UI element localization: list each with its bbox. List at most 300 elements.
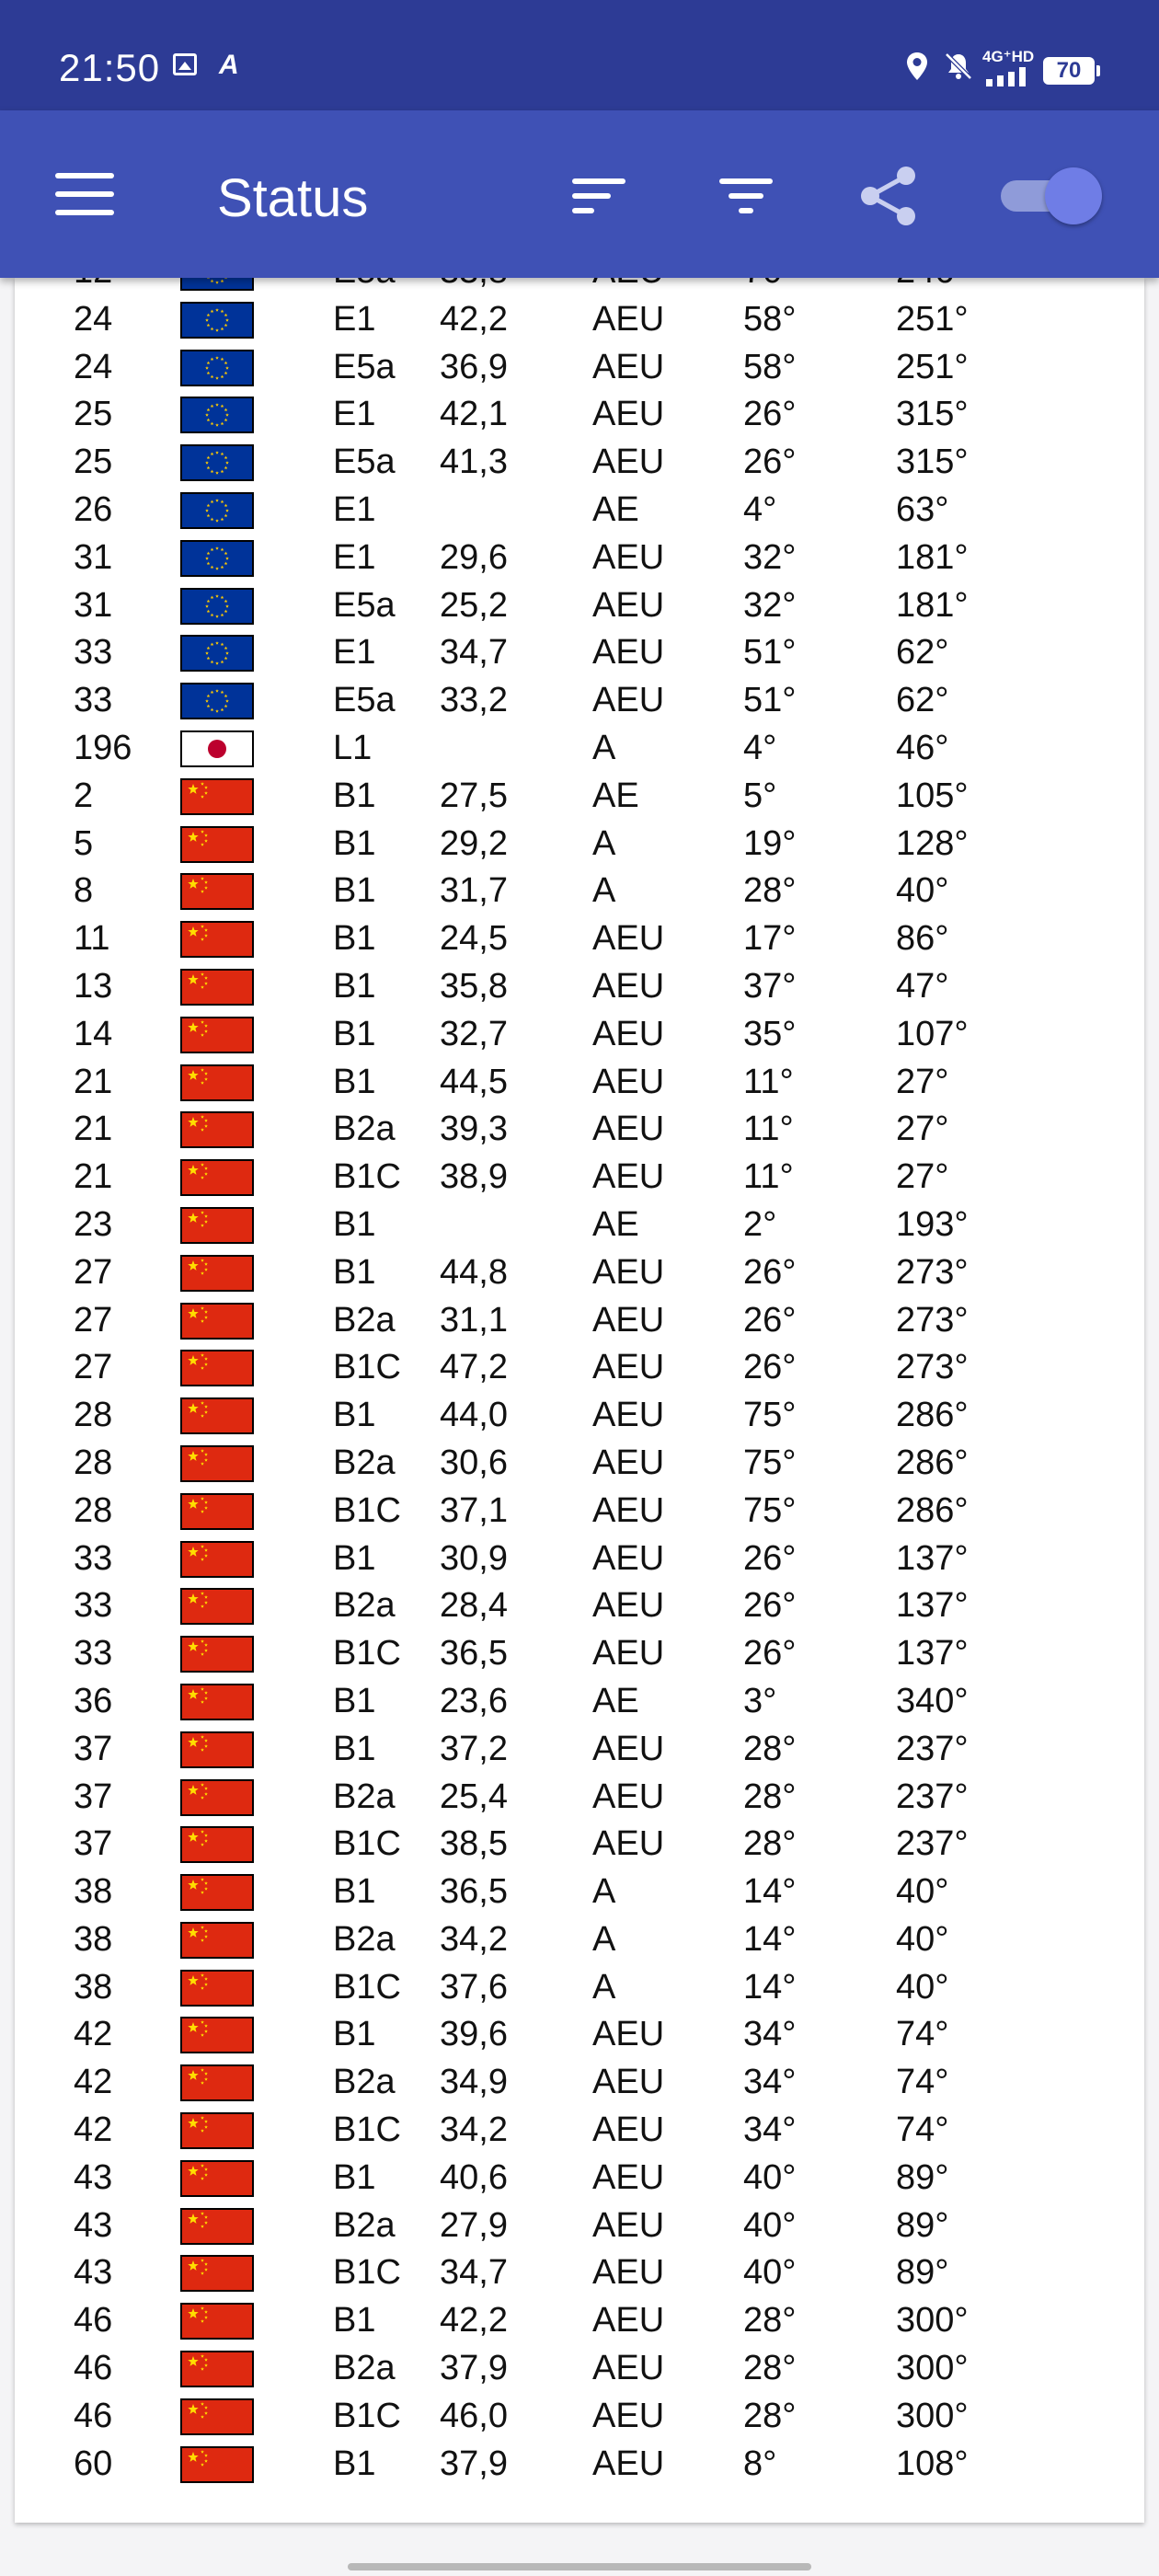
band-cell: E5a xyxy=(333,585,396,625)
china-flag-icon xyxy=(182,2257,252,2290)
prn-cell: 46 xyxy=(74,2349,113,2388)
flags-cell: AEU xyxy=(592,1634,665,1673)
prn-cell: 21 xyxy=(74,1110,113,1149)
eu-flag-icon xyxy=(182,446,252,479)
prn-cell: 21 xyxy=(74,1062,113,1101)
country-flag xyxy=(180,1541,254,1578)
cn0-cell: 30,9 xyxy=(440,1538,508,1578)
prn-cell: 33 xyxy=(74,1634,113,1673)
cn0-cell: 34,2 xyxy=(440,1919,508,1959)
azimuth-cell: 40° xyxy=(896,871,949,911)
cn0-cell: 25,2 xyxy=(440,585,508,625)
cn0-cell: 31,7 xyxy=(440,871,508,911)
eu-flag-icon xyxy=(182,398,252,431)
flags-cell: AEU xyxy=(592,347,665,386)
table-row xyxy=(15,627,1144,675)
elevation-cell: 5° xyxy=(743,776,777,815)
country-flag xyxy=(180,540,254,577)
azimuth-cell: 237° xyxy=(896,1777,969,1816)
azimuth-cell: 237° xyxy=(896,1824,969,1864)
satellite-status-card[interactable] xyxy=(15,278,1144,2523)
country-flag xyxy=(180,1826,254,1863)
table-row xyxy=(15,1581,1144,1628)
elevation-cell: 26° xyxy=(743,1300,797,1340)
country-flag xyxy=(180,873,254,910)
eu-flag-icon xyxy=(182,304,252,337)
azimuth-cell: 89° xyxy=(896,2205,949,2245)
flags-cell: AEU xyxy=(592,2157,665,2197)
table-row xyxy=(15,1915,1144,1962)
flags-cell: AE xyxy=(592,489,639,529)
cn0-cell: 36,9 xyxy=(440,347,508,386)
band-cell: B1C xyxy=(333,1348,401,1387)
china-flag-icon xyxy=(182,1018,252,1052)
flags-cell: A xyxy=(592,1919,616,1959)
china-flag-icon xyxy=(182,1972,252,2005)
menu-icon[interactable] xyxy=(55,173,114,215)
eu-flag-icon xyxy=(182,637,252,670)
table-row xyxy=(15,342,1144,390)
elevation-cell: 51° xyxy=(743,633,797,673)
country-flag xyxy=(180,2351,254,2387)
table-row xyxy=(15,1772,1144,1820)
band-cell: B1 xyxy=(333,1396,376,1435)
flags-cell: AEU xyxy=(592,299,665,339)
china-flag-icon xyxy=(182,1781,252,1814)
table-row xyxy=(15,2295,1144,2343)
elevation-cell: 26° xyxy=(743,1634,797,1673)
china-flag-icon xyxy=(182,780,252,813)
azimuth-cell: 27° xyxy=(896,1062,949,1101)
china-flag-icon xyxy=(182,1447,252,1480)
prn-cell: 26 xyxy=(74,489,113,529)
flags-cell: AE xyxy=(592,1681,639,1720)
cn0-cell: 27,5 xyxy=(440,776,508,815)
cn0-cell: 44,0 xyxy=(440,1396,508,1435)
table-row xyxy=(15,294,1144,342)
prn-cell: 46 xyxy=(74,2396,113,2435)
cn0-cell: 34,2 xyxy=(440,2110,508,2150)
japan-flag-icon xyxy=(182,732,252,765)
cn0-cell: 44,5 xyxy=(440,1062,508,1101)
flags-cell: AEU xyxy=(592,633,665,673)
elevation-cell: 51° xyxy=(743,681,797,720)
band-cell: B2a xyxy=(333,2349,396,2388)
band-cell: B1 xyxy=(333,2444,376,2483)
prn-cell: 25 xyxy=(74,395,113,434)
cn0-cell: 47,2 xyxy=(440,1348,508,1387)
flags-cell: A xyxy=(592,1967,616,2007)
prn-cell: 27 xyxy=(74,1348,113,1387)
flags-cell: A xyxy=(592,871,616,911)
cn0-cell: 36,5 xyxy=(440,1634,508,1673)
china-flag-icon xyxy=(182,2448,252,2481)
page-title: Status xyxy=(217,168,369,228)
flags-cell: AEU xyxy=(592,1777,665,1816)
country-flag xyxy=(180,1255,254,1292)
country-flag xyxy=(180,1922,254,1959)
elevation-cell: 75° xyxy=(743,1443,797,1482)
prn-cell: 11 xyxy=(74,919,110,959)
country-flag xyxy=(180,778,254,815)
azimuth-cell: 27° xyxy=(896,1110,949,1149)
cn0-cell: 37,6 xyxy=(440,1967,508,2007)
table-row xyxy=(15,1962,1144,2010)
azimuth-cell: 300° xyxy=(896,2349,969,2388)
band-cell: B2a xyxy=(333,1777,396,1816)
azimuth-cell: 315° xyxy=(896,443,969,482)
elevation-cell: 40° xyxy=(743,2253,797,2293)
table-row xyxy=(15,2153,1144,2201)
flags-cell: AEU xyxy=(592,1062,665,1101)
prn-cell: 27 xyxy=(74,1300,113,1340)
country-flag xyxy=(180,350,254,386)
gesture-navigation-bar[interactable] xyxy=(348,2563,811,2570)
app-bar xyxy=(0,110,1159,278)
band-cell: B1C xyxy=(333,2396,401,2435)
azimuth-cell: 137° xyxy=(896,1538,969,1578)
flags-cell: AE xyxy=(592,1204,639,1244)
azimuth-cell: 237° xyxy=(896,1729,969,1768)
band-cell: B2a xyxy=(333,1919,396,1959)
band-cell: B1 xyxy=(333,776,376,815)
band-cell: B1 xyxy=(333,1062,376,1101)
network-type-label: 4G⁺HD xyxy=(982,48,1035,65)
sort-icon[interactable] xyxy=(567,164,631,228)
country-flag xyxy=(180,921,254,958)
elevation-cell: 34° xyxy=(743,2110,797,2150)
azimuth-cell: 137° xyxy=(896,1586,969,1626)
prn-cell: 25 xyxy=(74,443,113,482)
azimuth-cell: 62° xyxy=(896,681,949,720)
eu-flag-icon xyxy=(182,494,252,527)
country-flag xyxy=(180,1684,254,1720)
flags-cell: AE xyxy=(592,776,639,815)
cn0-cell: 39,3 xyxy=(440,1110,508,1149)
flags-cell: A xyxy=(592,823,616,863)
band-cell: B1C xyxy=(333,1824,401,1864)
band-cell: B1C xyxy=(333,1157,401,1197)
china-flag-icon xyxy=(182,2352,252,2386)
prn-cell: 27 xyxy=(74,1252,113,1292)
table-row xyxy=(15,2343,1144,2391)
azimuth-cell: 273° xyxy=(896,1300,969,1340)
elevation-cell: 26° xyxy=(743,1538,797,1578)
table-row xyxy=(15,866,1144,914)
azimuth-cell: 273° xyxy=(896,1348,969,1387)
cn0-cell: 40,6 xyxy=(440,2157,508,2197)
table-row xyxy=(15,675,1144,723)
gallery-icon xyxy=(173,53,197,75)
elevation-cell: 26° xyxy=(743,1252,797,1292)
country-flag xyxy=(180,2208,254,2245)
cn0-cell: 34,7 xyxy=(440,633,508,673)
prn-cell: 38 xyxy=(74,1919,113,1959)
eu-flag-icon xyxy=(182,684,252,718)
elevation-cell: 37° xyxy=(743,966,797,1006)
china-flag-icon xyxy=(182,828,252,861)
band-cell: B1 xyxy=(333,966,376,1006)
china-flag-icon xyxy=(182,1399,252,1432)
flags-cell: AEU xyxy=(592,1252,665,1292)
system-status-bar xyxy=(0,0,1159,110)
cn0-cell: 24,5 xyxy=(440,919,508,959)
band-cell: E1 xyxy=(333,633,376,673)
prn-cell: 23 xyxy=(74,1204,113,1244)
elevation-cell: 32° xyxy=(743,585,797,625)
prn-cell: 31 xyxy=(74,585,113,625)
china-flag-icon xyxy=(182,1733,252,1766)
azimuth-cell: 273° xyxy=(896,1252,969,1292)
azimuth-cell: 286° xyxy=(896,1443,969,1482)
cn0-cell: 27,9 xyxy=(440,2205,508,2245)
flags-cell: AEU xyxy=(592,395,665,434)
azimuth-cell: 108° xyxy=(896,2444,969,2483)
country-flag xyxy=(180,1493,254,1530)
cn0-cell: 38,9 xyxy=(440,1157,508,1197)
flags-cell: AEU xyxy=(592,1824,665,1864)
prn-cell: 33 xyxy=(74,1586,113,1626)
china-flag-icon xyxy=(182,1590,252,1623)
band-cell: B1 xyxy=(333,1252,376,1292)
band-cell: B1 xyxy=(333,2015,376,2054)
elevation-cell: 8° xyxy=(743,2444,777,2483)
satellite-list xyxy=(15,247,1144,2486)
cn0-cell: 46,0 xyxy=(440,2396,508,2435)
table-row xyxy=(15,1390,1144,1438)
table-row xyxy=(15,1534,1144,1581)
elevation-cell: 28° xyxy=(743,2301,797,2340)
country-flag xyxy=(180,1159,254,1196)
elevation-cell: 28° xyxy=(743,2349,797,2388)
toggle-knob xyxy=(1045,167,1102,224)
flags-cell: AEU xyxy=(592,1348,665,1387)
band-cell: B1C xyxy=(333,1967,401,2007)
band-cell: B1C xyxy=(333,1490,401,1530)
elevation-cell: 3° xyxy=(743,1681,777,1720)
share-icon[interactable] xyxy=(857,164,922,228)
azimuth-cell: 105° xyxy=(896,776,969,815)
band-cell: B1C xyxy=(333,1634,401,1673)
flags-cell: AEU xyxy=(592,1443,665,1482)
elevation-cell: 34° xyxy=(743,2015,797,2054)
elevation-cell: 14° xyxy=(743,1967,797,2007)
azimuth-cell: 286° xyxy=(896,1396,969,1435)
band-cell: B1 xyxy=(333,823,376,863)
band-cell: B1C xyxy=(333,2253,401,2293)
azimuth-cell: 46° xyxy=(896,728,949,767)
table-row xyxy=(15,581,1144,628)
elevation-cell: 11° xyxy=(743,1062,794,1101)
country-flag xyxy=(180,2303,254,2340)
cn0-cell: 32,7 xyxy=(440,1014,508,1053)
azimuth-cell: 340° xyxy=(896,1681,969,1720)
flags-cell: AEU xyxy=(592,2301,665,2340)
country-flag xyxy=(180,1303,254,1340)
a-icon: A xyxy=(219,50,239,80)
china-flag-icon xyxy=(182,1351,252,1385)
china-flag-icon xyxy=(182,1495,252,1528)
country-flag xyxy=(180,302,254,339)
band-cell: B1 xyxy=(333,1204,376,1244)
country-flag xyxy=(180,2446,254,2483)
table-row xyxy=(15,1676,1144,1724)
azimuth-cell: 40° xyxy=(896,1967,949,2007)
table-row xyxy=(15,819,1144,867)
country-flag xyxy=(180,2017,254,2053)
cn0-cell: 42,2 xyxy=(440,299,508,339)
battery-icon: 70 xyxy=(1043,57,1095,85)
country-flag xyxy=(180,1064,254,1101)
flags-cell: AEU xyxy=(592,2205,665,2245)
flags-cell: AEU xyxy=(592,1490,665,1530)
prn-cell: 38 xyxy=(74,1967,113,2007)
table-row xyxy=(15,2057,1144,2105)
table-row xyxy=(15,1819,1144,1867)
flags-cell: A xyxy=(592,1872,616,1912)
cn0-cell: 44,8 xyxy=(440,1252,508,1292)
table-row xyxy=(15,961,1144,1009)
prn-cell: 13 xyxy=(74,966,113,1006)
flags-cell: AEU xyxy=(592,1729,665,1768)
country-flag xyxy=(180,1017,254,1053)
azimuth-cell: 62° xyxy=(896,633,949,673)
country-flag xyxy=(180,2398,254,2435)
country-flag xyxy=(180,492,254,529)
band-cell: B1 xyxy=(333,1872,376,1912)
flags-cell: AEU xyxy=(592,1538,665,1578)
flags-cell: AEU xyxy=(592,537,665,577)
cn0-cell: 25,4 xyxy=(440,1777,508,1816)
elevation-cell: 26° xyxy=(743,1586,797,1626)
prn-cell: 37 xyxy=(74,1777,113,1816)
flags-cell: AEU xyxy=(592,681,665,720)
azimuth-cell: 193° xyxy=(896,1204,969,1244)
cn0-cell: 30,6 xyxy=(440,1443,508,1482)
azimuth-cell: 40° xyxy=(896,1872,949,1912)
elevation-cell: 28° xyxy=(743,1777,797,1816)
china-flag-icon xyxy=(182,1161,252,1194)
prn-cell: 2 xyxy=(74,776,94,815)
band-cell: E1 xyxy=(333,395,376,434)
toggle-switch[interactable] xyxy=(997,166,1104,224)
filter-icon[interactable] xyxy=(714,164,778,228)
table-row xyxy=(15,1438,1144,1486)
prn-cell: 28 xyxy=(74,1490,113,1530)
china-flag-icon xyxy=(182,923,252,956)
china-flag-icon xyxy=(182,1543,252,1576)
country-flag xyxy=(180,1970,254,2007)
flags-cell: AEU xyxy=(592,1586,665,1626)
table-row xyxy=(15,1152,1144,1200)
cn0-cell: 28,4 xyxy=(440,1586,508,1626)
azimuth-cell: 74° xyxy=(896,2015,949,2054)
prn-cell: 8 xyxy=(74,871,94,911)
china-flag-icon xyxy=(182,1209,252,1242)
prn-cell: 43 xyxy=(74,2205,113,2245)
azimuth-cell: 86° xyxy=(896,919,949,959)
flags-cell: AEU xyxy=(592,1110,665,1149)
china-flag-icon xyxy=(182,1257,252,1290)
china-flag-icon xyxy=(182,971,252,1004)
country-flag xyxy=(180,444,254,481)
prn-cell: 37 xyxy=(74,1824,113,1864)
prn-cell: 28 xyxy=(74,1443,113,1482)
band-cell: B1C xyxy=(333,2110,401,2150)
flags-cell: AEU xyxy=(592,1300,665,1340)
azimuth-cell: 74° xyxy=(896,2063,949,2102)
elevation-cell: 35° xyxy=(743,1014,797,1053)
elevation-cell: 40° xyxy=(743,2205,797,2245)
azimuth-cell: 74° xyxy=(896,2110,949,2150)
eu-flag-icon xyxy=(182,351,252,385)
band-cell: L1 xyxy=(333,728,373,767)
elevation-cell: 34° xyxy=(743,2063,797,2102)
china-flag-icon xyxy=(182,1828,252,1861)
location-icon xyxy=(905,52,929,81)
band-cell: B1 xyxy=(333,2301,376,2340)
table-row xyxy=(15,1200,1144,1248)
prn-cell: 33 xyxy=(74,681,113,720)
country-flag xyxy=(180,1779,254,1816)
azimuth-cell: 251° xyxy=(896,347,969,386)
bell-muted-icon xyxy=(944,52,973,81)
elevation-cell: 28° xyxy=(743,1824,797,1864)
country-flag xyxy=(180,1350,254,1386)
prn-cell: 43 xyxy=(74,2157,113,2197)
elevation-cell: 14° xyxy=(743,1872,797,1912)
azimuth-cell: 137° xyxy=(896,1634,969,1673)
country-flag xyxy=(180,2112,254,2149)
country-flag xyxy=(180,588,254,625)
elevation-cell: 26° xyxy=(743,443,797,482)
prn-cell: 42 xyxy=(74,2063,113,2102)
prn-cell: 33 xyxy=(74,633,113,673)
band-cell: B2a xyxy=(333,1110,396,1149)
table-row xyxy=(15,1248,1144,1295)
china-flag-icon xyxy=(182,2162,252,2195)
elevation-cell: 40° xyxy=(743,2157,797,2197)
cn0-cell: 23,6 xyxy=(440,1681,508,1720)
elevation-cell: 11° xyxy=(743,1157,794,1197)
band-cell: E1 xyxy=(333,537,376,577)
cn0-cell: 37,1 xyxy=(440,1490,508,1530)
elevation-cell: 75° xyxy=(743,1490,797,1530)
elevation-cell: 58° xyxy=(743,347,797,386)
band-cell: E5a xyxy=(333,443,396,482)
prn-cell: 60 xyxy=(74,2444,113,2483)
china-flag-icon xyxy=(182,2400,252,2433)
country-flag xyxy=(180,1636,254,1673)
country-flag xyxy=(180,1207,254,1244)
flags-cell: AEU xyxy=(592,2349,665,2388)
elevation-cell: 2° xyxy=(743,1204,777,1244)
band-cell: B1 xyxy=(333,2157,376,2197)
table-row xyxy=(15,723,1144,771)
country-flag xyxy=(180,2160,254,2197)
cn0-cell: 34,7 xyxy=(440,2253,508,2293)
table-row xyxy=(15,1628,1144,1676)
table-row xyxy=(15,437,1144,485)
china-flag-icon xyxy=(182,2305,252,2338)
azimuth-cell: 300° xyxy=(896,2301,969,2340)
band-cell: B1 xyxy=(333,1014,376,1053)
prn-cell: 38 xyxy=(74,1872,113,1912)
prn-cell: 42 xyxy=(74,2110,113,2150)
band-cell: E1 xyxy=(333,299,376,339)
prn-cell: 24 xyxy=(74,347,113,386)
prn-cell: 33 xyxy=(74,1538,113,1578)
